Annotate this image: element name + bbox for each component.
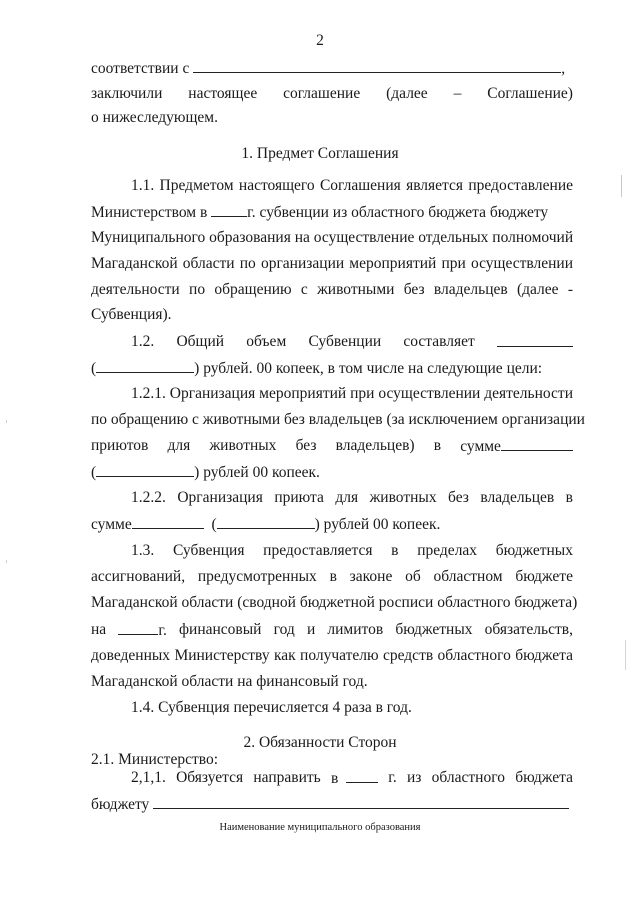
para-1-1-line-4: Магаданской области по организации мероприятий при осуществлении (91, 255, 573, 272)
para-1-1-line-5: деятельности по обращению с животными без владельцев (далее - (91, 281, 573, 298)
para-1-2-line-2: ( ) рублей. 00 копеек, в том числе на следующие цели: (91, 360, 543, 377)
para-1-3-line-6: Магаданской области на финансовый год. (91, 673, 368, 690)
para-1-3-line-3: Магаданской области (сводной бюджетной росписи областного бюджета) (91, 594, 578, 611)
blank-amount (132, 514, 204, 529)
para-1-1-line-3: Муниципального образования на осуществление отдельных полномочий (91, 229, 574, 246)
blank-amount-words (96, 462, 194, 477)
section-heading-1: 1. Предмет Соглашения (241, 145, 399, 162)
para-1-2-1-line-3: приютов для животных без владельцев) в сумме (91, 436, 573, 457)
blank-year (346, 768, 378, 783)
blank-amount-words (217, 514, 315, 529)
para-2-1: 2.1. Министерство: (91, 751, 218, 768)
para-1-2-1-line-2: по обращению с животными без владельцев (за исключением организации (91, 411, 585, 428)
para-1-3-line-1: 1.3. Субвенция предоставляется в пределах бюджетных (131, 542, 573, 559)
scan-artifact (625, 640, 626, 670)
blank-amount (497, 332, 573, 347)
line-1: соответствии с , (91, 60, 566, 77)
para-1-2-line-1: 1.2. Общий объем Субвенции составляет (131, 332, 573, 352)
para-1-2-2-line-2: сумме ( ) рублей 00 копеек. (91, 516, 441, 533)
para-2-1-1-line-1: 2,1,1. Обязуется направить в г. из областного бюджета (131, 769, 573, 787)
blank-year (118, 620, 158, 635)
para-1-2-1-line-1: 1.2.1. Организация мероприятий при осуществлении деятельности (131, 385, 573, 402)
field-caption: Наименование муниципального образования (219, 822, 421, 833)
blank-amount (501, 436, 573, 451)
page-number: 2 (316, 32, 324, 49)
para-1-1-line-1: 1.1. Предметом настоящего Соглашения является предоставление (131, 177, 573, 194)
para-1-3-line-5: доведенных Министерству как получателю средств областного бюджета (91, 647, 573, 664)
line-2: заключили настоящее соглашение (далее – Соглашение) (91, 85, 573, 102)
blank-amount-words (96, 358, 194, 373)
section-heading-2: 2. Обязанности Сторон (243, 734, 397, 751)
para-1-1-line-2: Министерством в г. субвенции из областного бюджета бюджету (91, 204, 549, 221)
scan-artifact (621, 175, 622, 197)
line-3: о нижеследующем. (91, 109, 218, 126)
para-1-4: 1.4. Субвенция перечисляется 4 раза в год. (131, 699, 412, 716)
para-1-3-line-2: ассигнований, предусмотренных в законе об областном бюджете (91, 568, 573, 585)
scan-artifact (6, 560, 7, 563)
scan-artifact (6, 420, 7, 423)
blank-year (211, 202, 247, 217)
blank-municipality (153, 794, 569, 809)
para-1-2-2-line-1: 1.2.2. Организация приюта для животных без владельцев в (131, 489, 573, 506)
para-1-1-line-6: Субвенция). (91, 306, 172, 323)
blank-field (193, 58, 561, 73)
para-1-3-line-4: на г. финансовый год и лимитов бюджетных обязательств, (91, 621, 573, 639)
para-2-1-1-line-2: бюджету (91, 794, 569, 815)
para-1-2-1-line-4: ( ) рублей 00 копеек. (91, 464, 320, 481)
